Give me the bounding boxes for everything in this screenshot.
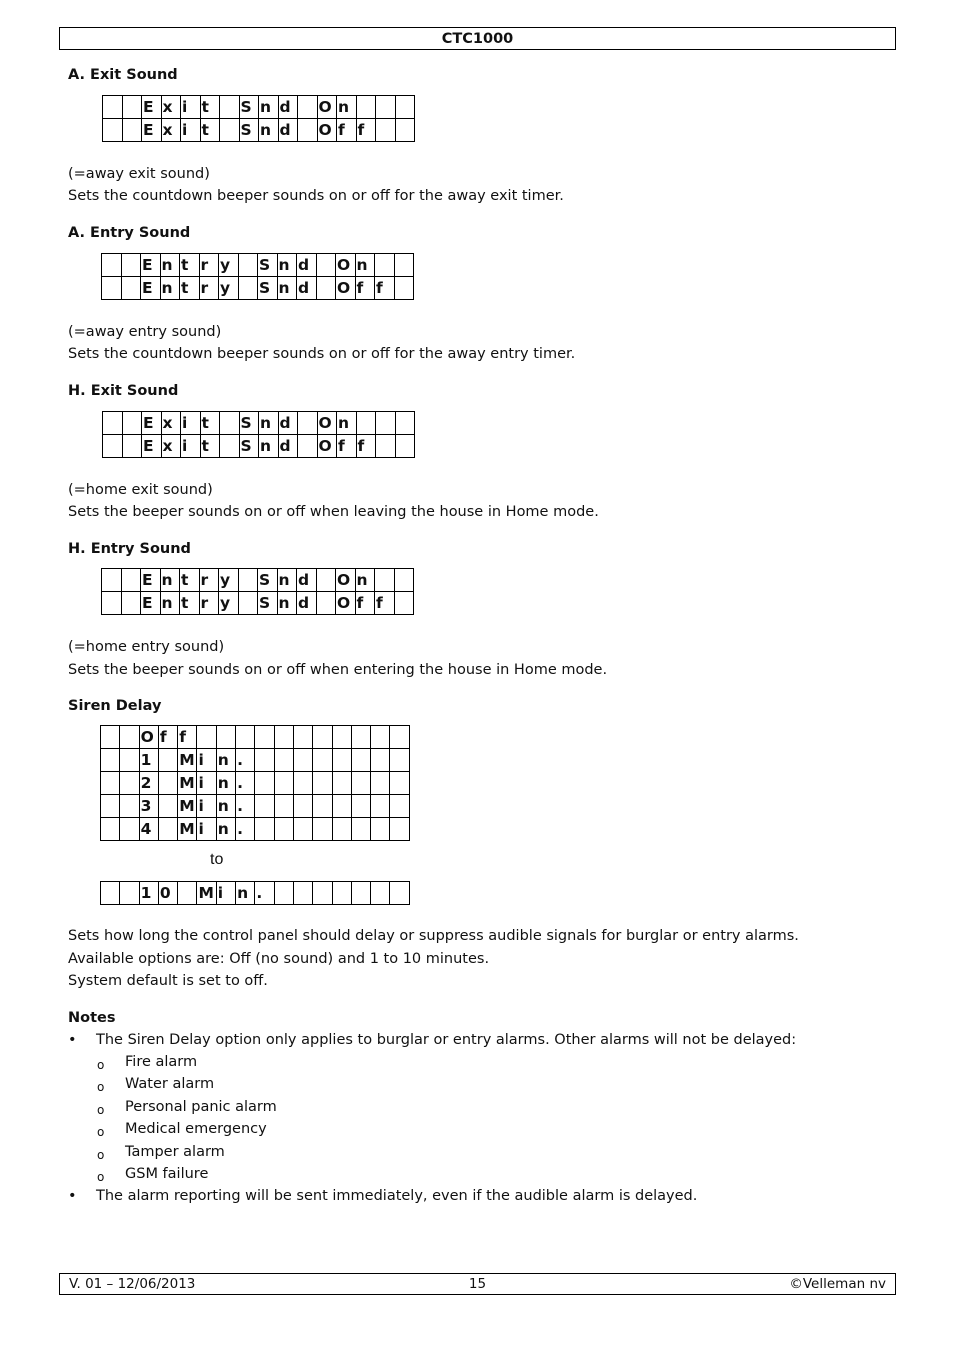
lcd-cell: [255, 772, 274, 795]
lcd-cell: [159, 749, 178, 772]
lcd-cell: n: [217, 749, 236, 772]
lcd-cell: [255, 818, 274, 841]
lcd-cell: O: [318, 435, 338, 458]
lcd-cell: [396, 119, 416, 142]
lcd-cell: [298, 435, 318, 458]
lcd-cell: [122, 592, 142, 615]
lcd-cell: .: [236, 772, 255, 795]
h-entry-sound-desc: Sets the beeper sounds on or off when entering the house in Home mode.: [68, 662, 608, 678]
lcd-row: [102, 254, 414, 277]
lcd-cell: M: [178, 818, 197, 841]
lcd-cell: y: [219, 592, 239, 615]
lcd-cell: [395, 277, 415, 300]
footer-copyright: ©Velleman nv: [789, 1276, 886, 1292]
lcd-cell: [294, 818, 313, 841]
list-item: o Tamper alarm: [96, 1144, 277, 1166]
lcd-cell: n: [161, 569, 181, 592]
lcd-cell: d: [297, 569, 317, 592]
lcd-cell: O: [318, 412, 338, 435]
notes-heading: Notes: [68, 1010, 116, 1026]
lcd-cell: [317, 569, 337, 592]
lcd-cell: n: [161, 592, 181, 615]
lcd-cell: [357, 412, 377, 435]
lcd-cell: [390, 749, 409, 772]
lcd-cell: n: [337, 96, 357, 119]
lcd-cell: f: [375, 592, 395, 615]
lcd-cell: [123, 435, 143, 458]
lcd-cell: n: [259, 119, 279, 142]
lcd-cell: O: [140, 726, 159, 749]
lcd-cell: O: [336, 277, 356, 300]
lcd-row: [102, 569, 414, 592]
lcd-cell: [120, 726, 139, 749]
lcd-cell: t: [201, 119, 221, 142]
notes-bullet-1: • The Siren Delay option only applies to burglar or entry alarms. Other alarms will not be delayed:: [68, 1032, 796, 1048]
lcd-cell: [390, 818, 409, 841]
lcd-cell: y: [219, 277, 239, 300]
lcd-cell: n: [356, 254, 376, 277]
lcd-cell: r: [200, 277, 220, 300]
h-exit-sound-lcd: [102, 411, 415, 458]
page-footer: [59, 1273, 896, 1295]
h-entry-sound-heading: H. Entry Sound: [68, 541, 191, 557]
lcd-row: [102, 592, 414, 615]
siren-delay-lcd: [100, 725, 410, 841]
lcd-cell: t: [201, 412, 221, 435]
siren-delay-lcd-last: [100, 881, 410, 905]
lcd-cell: [333, 726, 352, 749]
lcd-cell: n: [161, 254, 181, 277]
lcd-cell: [352, 818, 371, 841]
lcd-cell: f: [178, 726, 197, 749]
lcd-cell: [317, 277, 337, 300]
lcd-cell: [102, 277, 122, 300]
lcd-row: [103, 96, 415, 119]
lcd-cell: S: [258, 592, 278, 615]
lcd-cell: x: [162, 412, 182, 435]
lcd-row: [101, 726, 410, 749]
alarm-type-list: [96, 1054, 277, 1188]
lcd-cell: E: [141, 254, 161, 277]
lcd-cell: r: [200, 592, 220, 615]
lcd-cell: f: [337, 119, 357, 142]
lcd-row: [102, 277, 414, 300]
lcd-cell: [101, 882, 120, 905]
lcd-cell: d: [279, 435, 299, 458]
lcd-cell: i: [181, 412, 201, 435]
lcd-cell: n: [278, 277, 298, 300]
h-entry-sound-note: (=home entry sound): [68, 639, 225, 655]
model-name: CTC1000: [441, 31, 514, 47]
lcd-cell: t: [180, 254, 200, 277]
siren-delay-desc-2: Available options are: Off (no sound) and 1 to 10 minutes.: [68, 951, 490, 967]
lcd-cell: S: [240, 435, 260, 458]
lcd-cell: [395, 592, 415, 615]
lcd-cell: i: [217, 882, 236, 905]
lcd-cell: [294, 772, 313, 795]
lcd-cell: [294, 882, 313, 905]
lcd-cell: i: [197, 795, 216, 818]
lcd-cell: [103, 435, 123, 458]
lcd-cell: [197, 726, 216, 749]
lcd-cell: [390, 726, 409, 749]
lcd-cell: [376, 119, 396, 142]
lcd-cell: [122, 254, 142, 277]
lcd-cell: [333, 772, 352, 795]
lcd-cell: [352, 795, 371, 818]
lcd-cell: [275, 882, 294, 905]
lcd-cell: S: [258, 254, 278, 277]
lcd-row: [103, 119, 415, 142]
lcd-cell: [275, 749, 294, 772]
lcd-cell: n: [236, 882, 255, 905]
lcd-cell: x: [162, 96, 182, 119]
lcd-cell: x: [162, 435, 182, 458]
lcd-cell: [395, 569, 415, 592]
lcd-cell: n: [161, 277, 181, 300]
lcd-cell: d: [279, 96, 299, 119]
lcd-cell: [352, 882, 371, 905]
lcd-cell: .: [236, 818, 255, 841]
lcd-cell: [220, 435, 240, 458]
lcd-cell: [371, 818, 390, 841]
lcd-cell: t: [201, 435, 221, 458]
lcd-cell: [352, 749, 371, 772]
lcd-cell: [313, 726, 332, 749]
lcd-cell: [103, 96, 123, 119]
lcd-cell: [239, 592, 259, 615]
siren-delay-desc-1: Sets how long the control panel should delay or suppress audible signals for burglar or entry alarms.: [68, 928, 799, 944]
lcd-cell: [239, 569, 259, 592]
lcd-cell: n: [217, 795, 236, 818]
lcd-cell: [396, 435, 416, 458]
lcd-cell: [371, 749, 390, 772]
lcd-cell: f: [357, 435, 377, 458]
lcd-cell: n: [278, 592, 298, 615]
lcd-cell: [352, 726, 371, 749]
lcd-cell: .: [236, 749, 255, 772]
lcd-cell: [159, 818, 178, 841]
a-exit-sound-desc: Sets the countdown beeper sounds on or off for the away exit timer.: [68, 188, 564, 204]
lcd-cell: [294, 795, 313, 818]
lcd-cell: x: [162, 119, 182, 142]
lcd-cell: [390, 882, 409, 905]
lcd-cell: O: [318, 96, 338, 119]
siren-delay-heading: Siren Delay: [68, 698, 162, 714]
lcd-cell: d: [297, 592, 317, 615]
lcd-row: [101, 749, 410, 772]
lcd-cell: [333, 795, 352, 818]
lcd-cell: [120, 882, 139, 905]
lcd-cell: i: [181, 435, 201, 458]
lcd-cell: E: [142, 412, 162, 435]
lcd-cell: [371, 795, 390, 818]
lcd-cell: M: [197, 882, 216, 905]
lcd-cell: [352, 772, 371, 795]
lcd-cell: [101, 726, 120, 749]
lcd-cell: [275, 818, 294, 841]
lcd-cell: M: [178, 772, 197, 795]
lcd-row: [101, 772, 410, 795]
lcd-cell: [101, 818, 120, 841]
lcd-cell: [298, 96, 318, 119]
lcd-cell: .: [236, 795, 255, 818]
lcd-cell: f: [356, 592, 376, 615]
lcd-cell: [313, 818, 332, 841]
lcd-cell: O: [336, 254, 356, 277]
lcd-cell: [101, 772, 120, 795]
lcd-cell: [298, 119, 318, 142]
lcd-cell: E: [141, 592, 161, 615]
footer-version: V. 01 – 12/06/2013: [69, 1276, 196, 1292]
a-entry-sound-note: (=away entry sound): [68, 324, 222, 340]
lcd-cell: [313, 795, 332, 818]
lcd-cell: [102, 592, 122, 615]
lcd-cell: [220, 96, 240, 119]
notes-bullet-list-1: [68, 1032, 796, 1048]
lcd-cell: [313, 882, 332, 905]
h-exit-sound-heading: H. Exit Sound: [68, 383, 179, 399]
lcd-cell: i: [181, 119, 201, 142]
lcd-cell: t: [180, 569, 200, 592]
lcd-cell: O: [336, 569, 356, 592]
lcd-cell: 4: [140, 818, 159, 841]
lcd-cell: [317, 592, 337, 615]
lcd-cell: d: [297, 254, 317, 277]
lcd-cell: [239, 254, 259, 277]
lcd-cell: [101, 795, 120, 818]
lcd-cell: [357, 96, 377, 119]
lcd-cell: .: [255, 882, 274, 905]
lcd-cell: [120, 772, 139, 795]
lcd-cell: y: [219, 254, 239, 277]
lcd-cell: [298, 412, 318, 435]
lcd-cell: [371, 726, 390, 749]
lcd-cell: [101, 749, 120, 772]
lcd-cell: r: [200, 569, 220, 592]
lcd-cell: [396, 96, 416, 119]
lcd-cell: n: [259, 435, 279, 458]
lcd-cell: [120, 818, 139, 841]
lcd-cell: 1: [140, 882, 159, 905]
lcd-cell: [376, 412, 396, 435]
lcd-cell: E: [142, 96, 162, 119]
h-exit-sound-note: (=home exit sound): [68, 482, 213, 498]
lcd-cell: M: [178, 795, 197, 818]
lcd-cell: [333, 882, 352, 905]
lcd-cell: [178, 882, 197, 905]
lcd-cell: n: [259, 96, 279, 119]
lcd-row: [101, 818, 410, 841]
lcd-cell: [375, 569, 395, 592]
lcd-cell: [220, 119, 240, 142]
lcd-cell: S: [240, 119, 260, 142]
lcd-cell: [239, 277, 259, 300]
lcd-cell: [317, 254, 337, 277]
lcd-cell: [390, 795, 409, 818]
lcd-cell: t: [180, 592, 200, 615]
h-exit-sound-desc: Sets the beeper sounds on or off when leaving the house in Home mode.: [68, 504, 599, 520]
lcd-cell: 2: [140, 772, 159, 795]
a-entry-sound-desc: Sets the countdown beeper sounds on or off for the away entry timer.: [68, 346, 576, 362]
lcd-cell: E: [142, 435, 162, 458]
lcd-cell: [333, 749, 352, 772]
page-header: [59, 27, 896, 50]
lcd-cell: [255, 795, 274, 818]
lcd-cell: [103, 412, 123, 435]
lcd-cell: [123, 96, 143, 119]
lcd-cell: O: [336, 592, 356, 615]
lcd-cell: [122, 277, 142, 300]
lcd-cell: [102, 254, 122, 277]
lcd-cell: E: [141, 277, 161, 300]
lcd-cell: S: [258, 569, 278, 592]
lcd-cell: [122, 569, 142, 592]
list-item: o Fire alarm: [96, 1054, 277, 1076]
lcd-cell: [371, 772, 390, 795]
lcd-cell: [376, 435, 396, 458]
lcd-cell: f: [159, 726, 178, 749]
lcd-cell: i: [181, 96, 201, 119]
lcd-cell: d: [279, 119, 299, 142]
lcd-cell: n: [356, 569, 376, 592]
lcd-cell: t: [180, 277, 200, 300]
lcd-cell: E: [142, 119, 162, 142]
lcd-cell: r: [200, 254, 220, 277]
lcd-cell: t: [201, 96, 221, 119]
list-item: o Personal panic alarm: [96, 1099, 277, 1121]
lcd-cell: 3: [140, 795, 159, 818]
lcd-cell: n: [337, 412, 357, 435]
lcd-row: [103, 412, 415, 435]
lcd-cell: [294, 726, 313, 749]
lcd-cell: n: [259, 412, 279, 435]
lcd-cell: [159, 772, 178, 795]
lcd-cell: [120, 795, 139, 818]
lcd-cell: [275, 726, 294, 749]
siren-delay-desc-3: System default is set to off.: [68, 973, 268, 989]
lcd-cell: i: [197, 772, 216, 795]
lcd-cell: [103, 119, 123, 142]
h-entry-sound-lcd: [101, 568, 414, 615]
lcd-cell: [275, 772, 294, 795]
lcd-cell: [123, 119, 143, 142]
lcd-row: [103, 435, 415, 458]
lcd-cell: [313, 749, 332, 772]
lcd-cell: S: [240, 412, 260, 435]
lcd-cell: y: [219, 569, 239, 592]
lcd-cell: [395, 254, 415, 277]
lcd-cell: 0: [159, 882, 178, 905]
lcd-cell: n: [217, 772, 236, 795]
lcd-cell: i: [197, 749, 216, 772]
lcd-cell: d: [279, 412, 299, 435]
lcd-cell: 1: [140, 749, 159, 772]
lcd-cell: f: [375, 277, 395, 300]
a-exit-sound-heading: A. Exit Sound: [68, 67, 178, 83]
lcd-cell: E: [141, 569, 161, 592]
lcd-cell: [255, 749, 274, 772]
a-entry-sound-lcd: [101, 253, 414, 300]
footer-page-number: 15: [468, 1276, 487, 1292]
lcd-cell: [375, 254, 395, 277]
lcd-cell: [396, 412, 416, 435]
lcd-cell: d: [297, 277, 317, 300]
lcd-cell: [255, 726, 274, 749]
lcd-cell: [294, 749, 313, 772]
lcd-cell: n: [278, 254, 298, 277]
lcd-cell: [217, 726, 236, 749]
lcd-cell: [159, 795, 178, 818]
list-item: o Water alarm: [96, 1076, 277, 1098]
lcd-cell: [390, 772, 409, 795]
lcd-cell: f: [337, 435, 357, 458]
lcd-cell: [102, 569, 122, 592]
siren-delay-to-label: to: [210, 851, 224, 868]
lcd-row: [101, 795, 410, 818]
lcd-cell: M: [178, 749, 197, 772]
lcd-cell: n: [278, 569, 298, 592]
lcd-cell: [371, 882, 390, 905]
lcd-cell: n: [217, 818, 236, 841]
notes-bullet-2: • The alarm reporting will be sent immediately, even if the audible alarm is delayed.: [68, 1188, 697, 1204]
lcd-cell: O: [318, 119, 338, 142]
lcd-cell: [333, 818, 352, 841]
lcd-cell: [236, 726, 255, 749]
lcd-cell: [376, 96, 396, 119]
a-exit-sound-lcd: [102, 95, 415, 142]
lcd-cell: S: [258, 277, 278, 300]
a-exit-sound-note: (=away exit sound): [68, 166, 210, 182]
lcd-cell: f: [357, 119, 377, 142]
a-entry-sound-heading: A. Entry Sound: [68, 225, 191, 241]
list-item: o Medical emergency: [96, 1121, 277, 1143]
lcd-cell: S: [240, 96, 260, 119]
list-item: o GSM failure: [96, 1166, 277, 1188]
lcd-cell: [275, 795, 294, 818]
lcd-cell: [313, 772, 332, 795]
lcd-cell: f: [356, 277, 376, 300]
lcd-cell: i: [197, 818, 216, 841]
lcd-cell: [220, 412, 240, 435]
lcd-row: [101, 882, 410, 905]
notes-bullet-list-2: [68, 1188, 697, 1204]
lcd-cell: [123, 412, 143, 435]
lcd-cell: [120, 749, 139, 772]
